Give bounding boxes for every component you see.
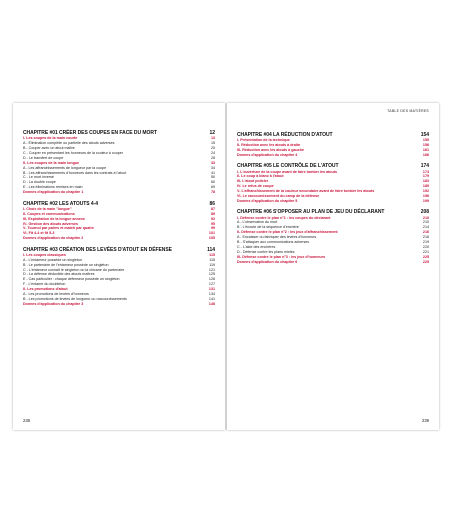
entry-page-number: 33 (210, 160, 215, 165)
entry-title: I- Défense contre le plan n°1 : les coupes du déclarant (237, 215, 331, 220)
entry-page-number: 115 (209, 252, 215, 257)
toc-chapter (237, 132, 429, 158)
running-head: TABLE DES MATIÈRES (387, 109, 429, 113)
entry-page-number: 220 (422, 245, 429, 250)
right-page (227, 103, 439, 430)
entry-title: A - Les promotions de levées d'honneurs (23, 292, 89, 297)
entry-page-number: 60 (210, 180, 215, 185)
entry-page-number: 69 (210, 185, 215, 190)
entry-page-number: 214 (422, 225, 429, 230)
entry-title: I- L'ouverture de la coupe avant de faire tomber les atouts (237, 169, 337, 174)
toc-right-column (237, 132, 429, 270)
entry-page-number: 125 (208, 272, 215, 277)
chapter-title-text: CHAPITRE #05 LE CONTRÔLE DE L'ATOUT (237, 163, 339, 170)
chapter-page-number: 174 (420, 163, 429, 170)
entry-title: A - L'observation du mort (237, 220, 278, 225)
entry-page-number: 216 (422, 235, 429, 240)
entry-page-number: 119 (209, 262, 215, 267)
entry-title: D - Défense contre les plans mixtes (237, 249, 295, 254)
entry-title: II- Défense contre le plan n°2 : les jeux d'affranchissement (237, 230, 338, 235)
entry-page-number: 141 (208, 296, 215, 301)
entry-title: C - Couper en présentant les honneurs de la couleur à couper (23, 150, 123, 155)
entry-title: VI- Le raccourcissement du camp de la défense (237, 194, 320, 199)
toc-section-entry (237, 153, 429, 158)
chapter-page-number: 12 (209, 130, 215, 136)
entry-title: B - Les promotions de levées de longueur ou raccourcissements (23, 296, 127, 301)
entry-title: Donnes d'application du chapitre 2 (23, 236, 84, 241)
entry-page-number: 166 (422, 152, 429, 157)
toc-chapter (237, 209, 429, 264)
entry-page-number: 99 (210, 226, 215, 231)
entry-page-number: 189 (422, 184, 429, 189)
entry-title: III- Défense contre le plan n°3 : les jeux d'honneurs (237, 254, 326, 259)
entry-page-number: 101 (208, 231, 215, 236)
entry-page-number: 156 (422, 143, 429, 148)
chapter-page-number: 86 (209, 200, 215, 207)
chapter-title-text: CHAPITRE #06 S'OPPOSER AU PLAN DE JEU DU DÉCLARANT (237, 209, 385, 216)
entry-title: C - L'aide des enchères (237, 245, 276, 250)
chapter-title-text: CHAPITRE #01 CRÉER DES COUPES EN FACE DU MORT (23, 130, 157, 136)
entry-title: II- Le coup à blanc à l'atout (237, 174, 284, 179)
entry-page-number: 95 (210, 221, 215, 226)
chapter-page-number: 114 (207, 246, 215, 253)
entry-page-number: 41 (210, 170, 215, 175)
toc-section-entry (237, 260, 429, 265)
entry-page-number: 115 (209, 257, 215, 262)
toc-chapter (23, 247, 215, 307)
entry-page-number: 127 (208, 282, 215, 287)
entry-title: B - Les affranchissements d'honneurs dans les contrats à l'atout (23, 170, 127, 175)
entry-title: I- Choix de la main "longue" (23, 206, 72, 211)
chapter-page-number: 208 (420, 209, 429, 216)
entry-title: D - La défense déduxible des atouts maîtres (23, 272, 95, 277)
entry-title: D - La double coupe (23, 180, 56, 185)
entry-title: Donnes d'application du chapitre 6 (237, 259, 298, 264)
entry-title: B - L'écoute de la séquence d'enchère (237, 225, 299, 230)
entry-title: A - Les affranchissements de longueur par la coupe (23, 165, 107, 170)
entry-title: IV- Le refus de coupe (237, 184, 274, 189)
entry-title: Donnes d'application du chapitre 3 (23, 301, 84, 306)
entry-title: II- Les promotions d'atout (23, 287, 68, 292)
entry-title: B - S'attaquer aux communications adverses (237, 240, 310, 245)
entry-title: A - L'entameur possède un singleton (23, 257, 82, 262)
entry-title: II- Réduction avec les atouts à droite (237, 143, 301, 148)
entry-page-number: 78 (210, 190, 215, 195)
entry-page-number: 210 (422, 220, 429, 225)
left-page (13, 103, 225, 430)
entry-page-number: 196 (422, 194, 429, 199)
entry-title: E - Cas particulier : chaque défenseur possède un singleton (23, 277, 120, 282)
chapter-title-text: CHAPITRE #03 CRÉATION DES LEVÉES D'ATOUT EN DÉFENSE (23, 246, 172, 253)
entry-page-number: 87 (210, 206, 215, 211)
toc-chapter (23, 130, 215, 195)
entry-title: Donnes d'application du chapitre 1 (23, 190, 84, 195)
entry-title: D - Le transfert de coupe (23, 155, 64, 160)
entry-page-number: 174 (422, 169, 429, 174)
toc-section-entry (23, 236, 215, 241)
left-page-number: 238 (23, 418, 30, 423)
entry-title: I- Les coupes classiques (23, 252, 66, 257)
entry-page-number: 155 (422, 138, 429, 143)
entry-title: III- L'atout policier (237, 179, 269, 184)
entry-page-number: 219 (422, 240, 429, 245)
chapter-title-text: CHAPITRE #04 LA RÉDUCTION D'ATOUT (237, 132, 333, 138)
toc-chapter (23, 201, 215, 242)
entry-page-number: 50 (210, 175, 215, 180)
entry-title: I- Les coupes de la main courte (23, 136, 78, 141)
entry-title: Donnes d'application du chapitre 5 (237, 198, 298, 203)
entry-title: E - Les éliminations remises en main (23, 185, 83, 190)
entry-page-number: 192 (422, 189, 429, 194)
entry-title: B - Couper avec un atout maître (23, 146, 75, 151)
entry-page-number: 105 (208, 236, 215, 241)
toc-left-column (23, 130, 215, 312)
entry-title: III- Réduction avec les atouts à gauche (237, 148, 304, 153)
entry-page-number: 221 (422, 249, 429, 254)
entry-page-number: 15 (210, 141, 215, 146)
entry-page-number: 89 (210, 211, 215, 216)
chapter-page-number: 154 (420, 132, 429, 138)
entry-title: III- Exploitation de la longue annexe (23, 216, 85, 221)
entry-page-number: 210 (422, 215, 429, 220)
chapter-title-text: CHAPITRE #02 LES ATOUTS 4-4 (23, 200, 98, 207)
entry-title: I- Présentation de la technique (237, 138, 290, 143)
entry-page-number: 92 (210, 216, 215, 221)
toc-section-entry (23, 302, 215, 307)
entry-page-number: 225 (422, 254, 429, 259)
entry-title: A - Élimination complète ou partielle des atouts adverses (23, 141, 115, 146)
toc-chapter (237, 163, 429, 204)
entry-title: Donnes d'application du chapitre 4 (237, 152, 298, 157)
entry-page-number: 161 (422, 148, 429, 153)
entry-page-number: 20 (210, 146, 215, 151)
entry-title: B - Le partenaire de l'entameur possède un singleton (23, 262, 109, 267)
entry-page-number: 34 (210, 165, 215, 170)
entry-page-number: 126 (208, 277, 215, 282)
entry-title: II- Coupes et communications (23, 211, 75, 216)
right-page-number: 239 (422, 418, 429, 423)
entry-page-number: 134 (208, 292, 215, 297)
entry-page-number: 121 (208, 267, 215, 272)
entry-page-number: 179 (422, 174, 429, 179)
entry-page-number: 131 (208, 287, 215, 292)
entry-page-number: 24 (210, 150, 215, 155)
entry-title: C - L'entameur connaît le singleton ou la chicane du partenaire (23, 267, 125, 272)
entry-page-number: 28 (210, 155, 215, 160)
entry-title: F - L'entame du doubleton (23, 282, 66, 287)
entry-page-number: 183 (422, 179, 429, 184)
entry-title: A - Encaisser ou fabriquer des levées d'honneurs (237, 235, 317, 240)
entry-title: VI- Fit 4-4 et fit 5-3 (23, 231, 55, 236)
toc-section-entry (237, 199, 429, 204)
entry-page-number: 229 (422, 259, 429, 264)
entry-page-number: 13 (210, 136, 215, 141)
entry-title: IV- Gestion des atouts adverses (23, 221, 79, 226)
toc-section-entry (23, 190, 215, 195)
entry-title: C - Le mort inversé (23, 175, 54, 180)
entry-page-number: 199 (422, 198, 429, 203)
entry-page-number: 216 (422, 230, 429, 235)
entry-title: V- L'affranchissement de la couleur secondaire avant de faire tomber les atouts (237, 189, 375, 194)
entry-title: V- Tournoi par paires et match par quatre (23, 226, 94, 231)
entry-page-number: 146 (208, 301, 215, 306)
entry-title: II- Les coupes de la main longue (23, 160, 80, 165)
